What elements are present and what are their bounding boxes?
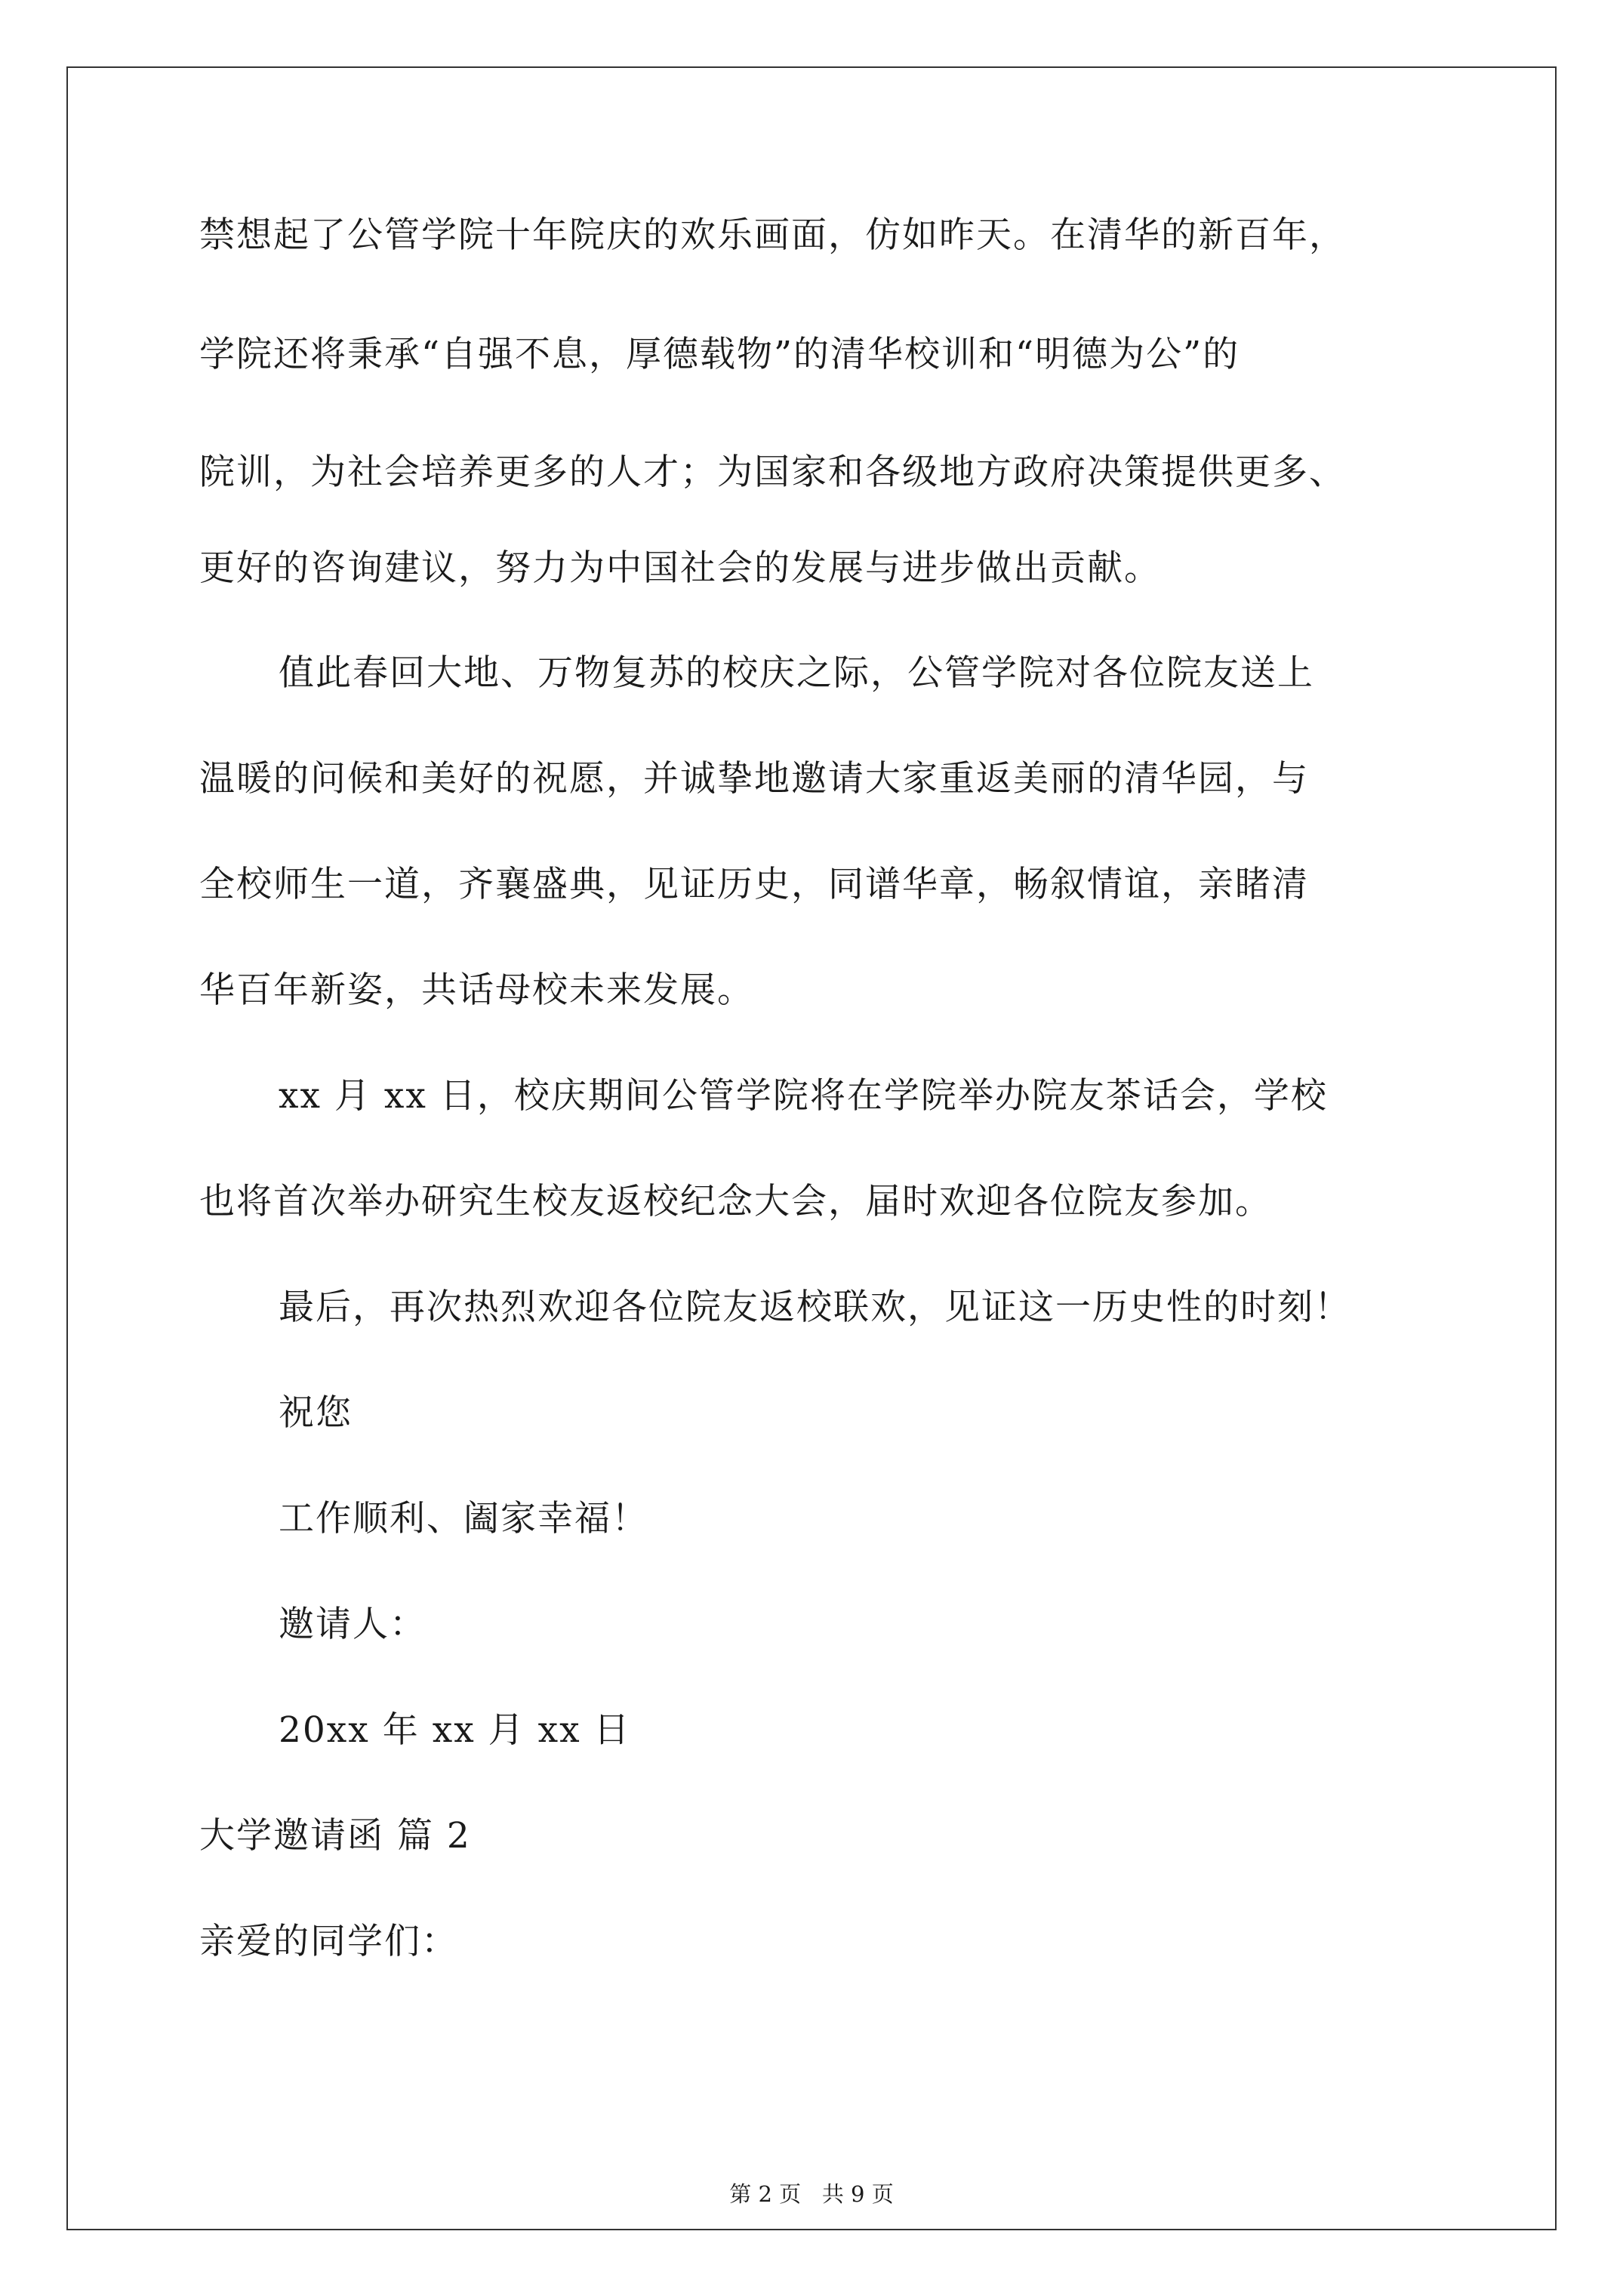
page-border xyxy=(66,66,1557,2230)
body-line-6: 温暖的问候和美好的祝愿，并诚挚地邀请大家重返美丽的清华园，与 xyxy=(199,758,1309,800)
body-line-7: 全校师生一道，齐襄盛典，见证历史，同谱华章，畅叙情谊，亲睹清 xyxy=(199,864,1309,905)
body-line-3: 院训，为社会培养更多的人才；为国家和各级地方政府决策提供更多、 xyxy=(199,451,1346,493)
body-line-1: 禁想起了公管学院十年院庆的欢乐画面，仿如昨天。在清华的新百年， xyxy=(199,214,1346,256)
body-line-4: 更好的咨询建议，努力为中国社会的发展与进步做出贡献。 xyxy=(199,547,1161,589)
body-line-9: xx 月 xx 日，校庆期间公管学院将在学院举办院友茶话会，学校 xyxy=(279,1075,1328,1117)
section-heading: 大学邀请函 篇 2 xyxy=(199,1815,471,1857)
date-line: 20xx 年 xx 月 xx 日 xyxy=(279,1709,631,1751)
greeting-line: 祝您 xyxy=(279,1392,353,1434)
inviter-label: 邀请人： xyxy=(279,1604,427,1645)
body-line-10: 也将首次举办研究生校友返校纪念大会，届时欢迎各位院友参加。 xyxy=(199,1181,1272,1222)
wishes-line: 工作顺利、阖家幸福！ xyxy=(279,1498,648,1539)
salutation-line: 亲爱的同学们： xyxy=(199,1921,458,1962)
body-line-5: 值此春回大地、万物复苏的校庆之际，公管学院对各位院友送上 xyxy=(279,652,1314,694)
body-line-11: 最后，再次热烈欢迎各位院友返校联欢，见证这一历史性的时刻！ xyxy=(279,1287,1351,1328)
body-line-2: 学院还将秉承“自强不息，厚德载物”的清华校训和“明德为公”的 xyxy=(199,334,1240,375)
body-line-8: 华百年新姿，共话母校未来发展。 xyxy=(199,969,754,1011)
page-number-footer: 第 2 页 共 9 页 xyxy=(729,2181,894,2207)
